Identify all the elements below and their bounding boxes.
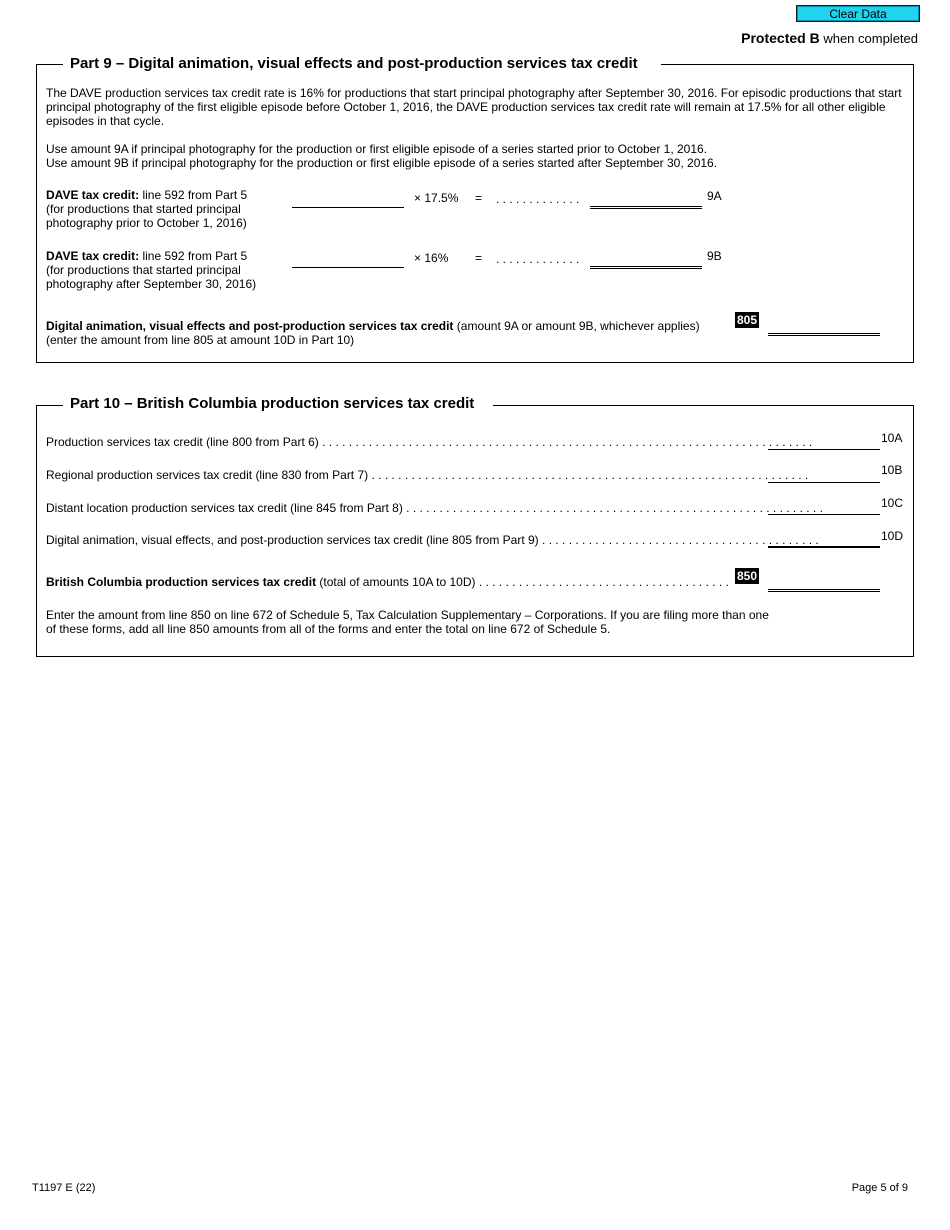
protected-b-suffix: when completed (819, 31, 918, 46)
row-10d-label (46, 533, 819, 547)
row-10d-dots: . . . . . . . . . . . . . . . . . . . . . . . . . . . . . . . . . . . . . . . . . . (538, 533, 819, 547)
amount-10d-code: 10D (881, 529, 904, 543)
row-9b-result-field[interactable] (590, 253, 702, 269)
line-805-field[interactable] (768, 320, 880, 336)
protected-b-notice (741, 30, 918, 46)
row-10a-label (46, 435, 813, 449)
row-9a-label-line3: photography prior to October 1, 2016) (46, 216, 247, 230)
line-805-code: 805 (737, 313, 758, 327)
row-9a-label-bold: DAVE tax credit: (46, 188, 140, 202)
amount-10b-code: 10B (881, 463, 903, 477)
part10-note-line2: of these forms, add all line 850 amounts from all of the forms and enter the total on line 672 of Schedule 5. (46, 622, 611, 636)
row-9a-line592-input[interactable] (292, 193, 404, 208)
amount-10b-field[interactable] (768, 468, 880, 483)
part10-border-right (493, 405, 913, 406)
part9-title: Part 9 – Digital animation, visual effects and post-production services tax credit (67, 55, 641, 72)
row-9a-label (46, 188, 247, 230)
row-10c-text: Distant location production services tax credit (line 845 from Part 8) (46, 501, 403, 515)
amount-10d-field[interactable] (768, 532, 880, 548)
row-9a-label-rest: line 592 from Part 5 (139, 188, 248, 202)
row-9a-code: 9A (707, 189, 722, 203)
row-10d-text: Digital animation, visual effects, and post-production services tax credit (line 805 from Part 9) (46, 533, 539, 547)
row-805-label (46, 319, 736, 347)
row-805-label-line2: (enter the amount from line 805 at amount 10D in Part 10) (46, 333, 355, 347)
row-9a-label-line2: (for productions that started principal (46, 202, 241, 216)
line-850-field[interactable] (768, 576, 880, 592)
amount-10a-code: 10A (881, 431, 903, 445)
page-number: Page 5 of 9 (851, 1182, 908, 1194)
part9-border-right (661, 64, 913, 65)
amount-10c-field[interactable] (768, 500, 880, 515)
part9-border-left (37, 64, 63, 65)
part10-border-left (37, 405, 63, 406)
row-10c-label (46, 501, 823, 515)
row-10a-text: Production services tax credit (line 800 from Part 6) (46, 435, 319, 449)
part9-use-9b: Use amount 9B if principal photography for the production or first eligible episode of a series started after September 30, 2016. (46, 156, 718, 170)
row-9a-equals: = (475, 191, 483, 205)
clear-data-button[interactable]: Clear Data (796, 5, 920, 22)
row-10b-dots: . . . . . . . . . . . . . . . . . . . . . . . . . . . . . . . . . . . . . . . . . . . . . . . . . . . . . . . . . . . . . . . . . . (368, 468, 809, 482)
row-850-dots: . . . . . . . . . . . . . . . . . . . . . . . . . . . . . . . . . . . . . . (475, 575, 729, 589)
row-9a-multiplier: × 17.5% (414, 191, 459, 205)
part10-title: Part 10 – British Columbia production services tax credit (67, 395, 477, 412)
row-9b-code: 9B (707, 249, 722, 263)
row-9a-result-field[interactable] (590, 193, 702, 209)
row-10b-text: Regional production services tax credit (line 830 from Part 7) (46, 468, 369, 482)
row-9b-label-line2: (for productions that started principal (46, 263, 241, 277)
row-850-label (46, 575, 730, 589)
row-9b-label (46, 249, 256, 291)
part10-note-line1: Enter the amount from line 850 on line 672 of Schedule 5, Tax Calculation Supplementary – Corporations. If you are filing more than one (46, 608, 769, 622)
row-9b-line592-input[interactable] (292, 253, 404, 268)
row-9b-multiplier: × 16% (414, 251, 449, 265)
row-850-label-bold: British Columbia production services tax credit (46, 575, 317, 589)
row-9b-label-line3: photography after September 30, 2016) (46, 277, 257, 291)
row-10b-label (46, 468, 809, 482)
row-850-label-rest: (total of amounts 10A to 10D) (316, 575, 476, 589)
row-9b-dots: . . . . . . . . . . . . . (496, 252, 580, 266)
protected-b-label: Protected B (741, 30, 820, 46)
row-9b-label-rest: line 592 from Part 5 (139, 249, 248, 263)
row-805-label-bold: Digital animation, visual effects and post-production services tax credit (46, 319, 454, 333)
row-9b-label-bold: DAVE tax credit: (46, 249, 140, 263)
row-10a-dots: . . . . . . . . . . . . . . . . . . . . . . . . . . . . . . . . . . . . . . . . . . . . . . . . . . . . . . . . . . . . . . . . . . . . . . . . . . (318, 435, 813, 449)
row-9b-equals: = (475, 251, 483, 265)
part9-use-9a: Use amount 9A if principal photography for the production or first eligible episode of a series started prior to October 1, 2016. (46, 142, 708, 156)
amount-10c-code: 10C (881, 496, 904, 510)
form-id: T1197 E (22) (32, 1182, 96, 1194)
part9-intro: The DAVE production services tax credit rate is 16% for productions that start principal photography after September 30, 2016. For episodic productions that start principal photography of the first eligible episode before October 1, 2016, the DAVE production services tax credit rate will remain at 17.5% for all other eligible episodes in that cycle. (46, 86, 902, 128)
amount-10a-field[interactable] (768, 435, 880, 450)
line-850-code: 850 (737, 569, 758, 583)
row-10c-dots: . . . . . . . . . . . . . . . . . . . . . . . . . . . . . . . . . . . . . . . . . . . . . . . . . . . . . . . . . . . . . . . (402, 501, 823, 515)
row-9a-dots: . . . . . . . . . . . . . (496, 192, 580, 206)
row-805-label-rest: (amount 9A or amount 9B, whichever applies) (453, 319, 700, 333)
